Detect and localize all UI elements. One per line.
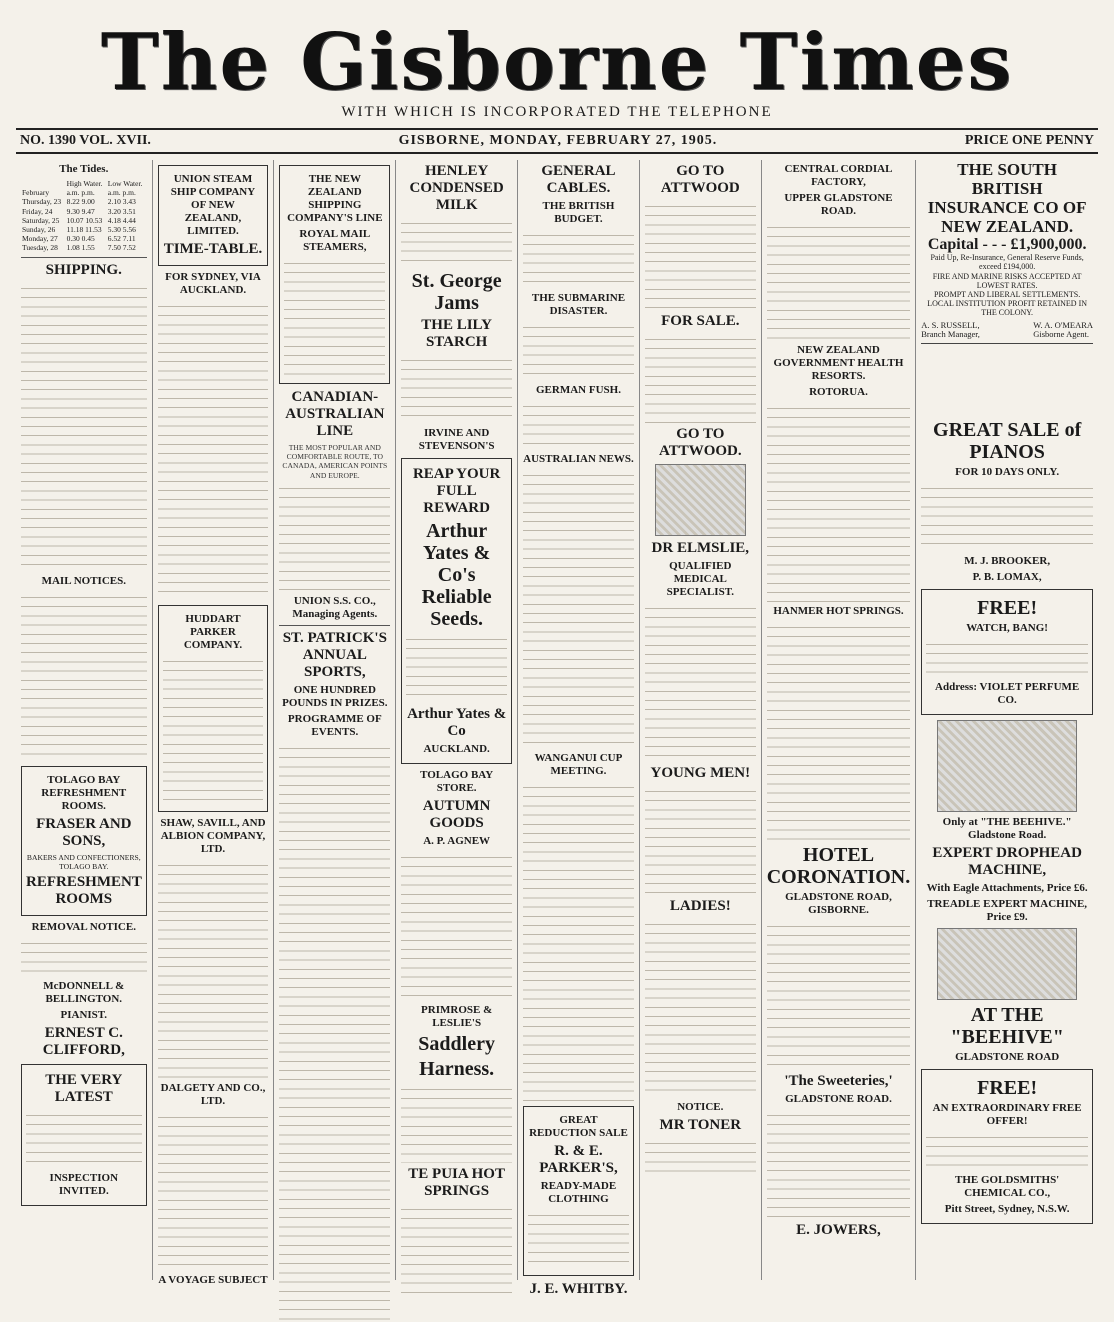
shipping-body [21,282,147,572]
huddart-ad: HUDDART PARKER COMPANY. [158,605,269,812]
violet-ad: FREE! WATCH, BANG! Address: VIOLET PERFUME CO. [921,589,1093,715]
column-3: THE NEW ZEALAND SHIPPING COMPANY'S LINE ROYAL MAIL STEAMERS, CANADIAN-AUSTRALIAN LINE THE MOST POPULAR AND COMFORTABLE ROUTE, TO CANADA, AMERICAN POINTS AND EUROPE. UNION S.S. CO., Managing Agents. ST. PATRICK'S ANNUAL SPORTS, ONE HUNDRED POUNDS IN PRIZES. PROGRAMME OF EVENTS. [274,160,396,1280]
yates-ad: REAP YOUR FULL REWARD Arthur Yates & Co's Reliable Seeds. Arthur Yates & Co AUCKLAND. [401,458,512,764]
insurance-ad: THE SOUTH BRITISH INSURANCE CO OF NEW ZEALAND. Capital - - - £1,900,000. Paid Up, Re-Insurance, General Reserve Funds, exceed £194,000. FIRE AND MARINE RISKS ACCEPTED AT LOWEST RATES. PROMPT AND LIBERAL SETTLEMENTS. LOCAL INSTITUTION PROFIT RETAINED IN THE COLONY. A. S. RUSSELL, Branch Manager, W. A. O'MEARA Gisborne Agent. [921,160,1093,344]
masthead-title: The Gisborne Times [100,17,1014,108]
mail-heading: MAIL NOTICES. [41,574,126,587]
issue-date: GISBORNE, MONDAY, FEBRUARY 27, 1905. [398,133,718,148]
parker-ad: GREAT REDUCTION SALE R. & E. PARKER'S, READY-MADE CLOTHING [523,1106,634,1276]
goldsmiths-ad: FREE! AN EXTRAORDINARY FREE OFFER! THE GOLDSMITHS' CHEMICAL CO., Pitt Street, Sydney, N.S.W. [921,1069,1093,1224]
latest-ad: THE VERY LATEST INSPECTION INVITED. [21,1064,147,1206]
column-7: CENTRAL CORDIAL FACTORY, UPPER GLADSTONE ROAD. NEW ZEALAND GOVERNMENT HEALTH RESORTS. ROTORUA. HANMER HOT SPRINGS. HOTEL CORONATION. GLADSTONE ROAD, GISBORNE. 'The Sweeteries,' GLADSTONE ROAD. E. JOWERS, [762,160,917,1280]
column-5: GENERAL CABLES. THE BRITISH BUDGET. THE SUBMARINE DISASTER. GERMAN FUSH. AUSTRALIAN NEWS. WANGANUI CUP MEETING. GREAT REDUCTION SALE R. & E. PARKER'S, READY-MADE CLOTHING J. E. WHITBY. [518,160,640,1280]
portrait-illustration [655,464,746,536]
column-2: UNION STEAM SHIP COMPANY OF NEW ZEALAND, LIMITED. TIME-TABLE. FOR SYDNEY, VIA AUCKLAND. HUDDART PARKER COMPANY. SHAW, SAVILL, AND ALBION COMPANY, LTD. DALGETY AND CO., LTD. A VOYAGE SUBJECT [153,160,275,1280]
nz-shipping-ad: THE NEW ZEALAND SHIPPING COMPANY'S LINE ROYAL MAIL STEAMERS, [279,165,390,384]
tolago-ad: TOLAGO BAY REFRESHMENT ROOMS. FRASER AND SONS, BAKERS AND CONFECTIONERS, TOLAGO BAY. REFRESHMENT ROOMS [21,766,147,916]
column-6: GO TO ATTWOOD FOR SALE. GO TO ATTWOOD. DR ELMSLIE, QUALIFIED MEDICAL SPECIALIST. YOUNG MEN! LADIES! NOTICE. MR TONER [640,160,762,1280]
machine-illustration [937,928,1076,1000]
masthead [16,18,1098,126]
price: PRICE ONE PENNY [964,133,1094,148]
removal-heading: REMOVAL NOTICE. [31,921,136,934]
sewing-machine-illustration [937,720,1076,812]
columns [16,160,1098,1297]
issue-number: NO. 1390 VOL. XVII. [20,133,151,148]
union-ad: UNION STEAM SHIP COMPANY OF NEW ZEALAND, LIMITED. TIME-TABLE. [158,165,269,266]
column-1: The Tides. High Water. Low Water. February a.m. p.m. a.m. p.m. Thursday, 23 8.22 9.00 2.10 3.43 Friday, 24 9.30 9.47 3.20 3.51 Saturday, 25 10.07 10.53 4.18 4.44 Sunday, 26 11.18 11.53 5.30 5.56 Monday, 27 0.30 0.45 6.52 7.11 Tuesday, 28 1.08 1.55 7.50 7.52 SHIPPING. MAIL NOTICES. TOLAGO BAY REFRESHMENT ROOMS. FRASER AND SONS, BAKERS AND CONFECTIONERS, TOLAGO BAY. REFRESHMENT ROOMS REMOVAL NOTICE. McDONNELL & BELLINGTON. PIANIST. ERNEST C. CLIFFORD, THE VERY LATEST INSPECTION INVITED. [16,160,153,1280]
mail-body [21,591,147,761]
tides-heading: The Tides. [59,163,109,175]
column-8: THE SOUTH BRITISH INSURANCE CO OF NEW ZEALAND. Capital - - - £1,900,000. Paid Up, Re-Insurance, General Reserve Funds, exceed £194,000. FIRE AND MARINE RISKS ACCEPTED AT LOWEST RATES. PROMPT AND LIBERAL SETTLEMENTS. LOCAL INSTITUTION PROFIT RETAINED IN THE COLONY. A. S. RUSSELL, Branch Manager, W. A. O'MEARA Gisborne Agent. GREAT SALE of PIANOS FOR 10 DAYS ONLY. M. J. BROOKER, P. B. LOMAX, FREE! WATCH, BANG! Address: VIOLET PERFUME CO. Only at "THE BEEHIVE." Gladstone Road. EXPERT DROPHEAD MACHINE, With Eagle Attachments, Price £6. TREADLE EXPERT MACHINE, Price £9. AT THE "BEEHIVE" GLADSTONE ROAD FREE! AN EXTRAORDINARY FREE OFFER! THE GOLDSMITHS' CHEMICAL CO., Pitt Street, Sydney, N.S.W. [916,160,1098,1280]
dateline [16,128,1098,154]
tides-table: High Water. Low Water. February a.m. p.m. a.m. p.m. Thursday, 23 8.22 9.00 2.10 3.43 Friday, 24 9.30 9.47 3.20 3.51 Saturday, 25 10.07 10.53 4.18 4.44 Sunday, 26 11.18 11.53 5.30 5.56 Monday, 27 0.30 0.45 6.52 7.11 Tuesday, 28 1.08 1.55 7.50 7.52 [22,179,143,253]
column-4: HENLEY CONDENSED MILK St. George Jams THE LILY STARCH IRVINE AND STEVENSON'S REAP YOUR FULL REWARD Arthur Yates & Co's Reliable Seeds. Arthur Yates & Co AUCKLAND. TOLAGO BAY STORE. AUTUMN GOODS A. P. AGNEW PRIMROSE & LESLIE'S Saddlery Harness. TE PUIA HOT SPRINGS [396,160,518,1280]
shipping-heading: SHIPPING. [45,261,122,278]
masthead-subtitle: WITH WHICH IS INCORPORATED THE TELEPHONE [341,104,773,120]
